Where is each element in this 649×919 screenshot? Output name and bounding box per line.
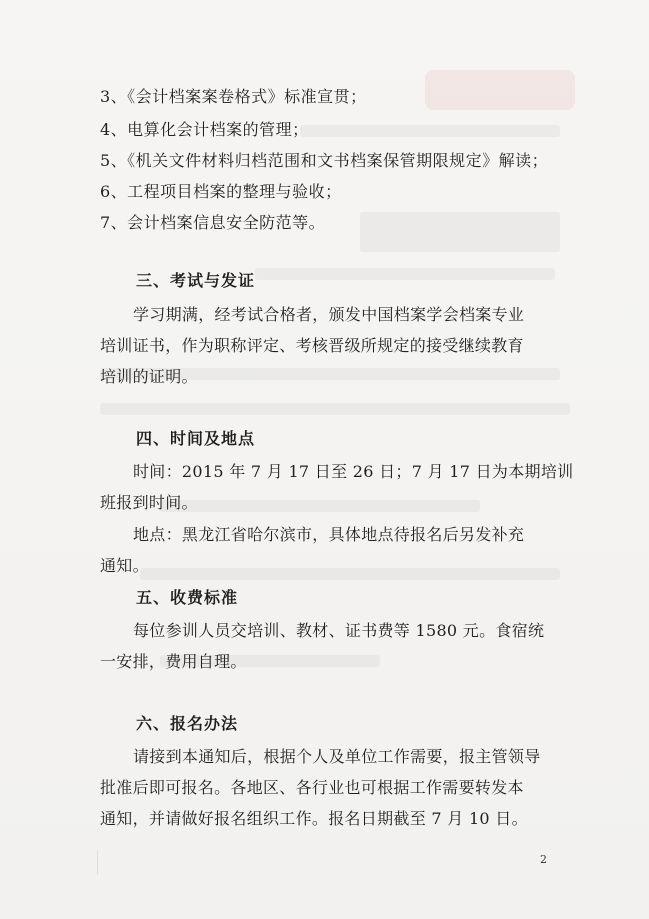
bleed-through-text (140, 568, 560, 580)
bleed-through-text (300, 125, 560, 137)
list-item: 7、会计档案信息安全防范等。 (100, 213, 326, 232)
bleed-through-text (100, 403, 570, 415)
stamp-bleed-through (425, 70, 575, 110)
paragraph-line: 培训的证明。 (100, 367, 198, 386)
page-number: 2 (540, 853, 547, 866)
paragraph-line: 请接到本通知后，根据个人及单位工作需要，报主管领导 (133, 747, 541, 766)
section-heading-fees: 五、收费标准 (136, 588, 239, 607)
paragraph-line: 批准后即可报名。各地区、各行业也可根据工作需要转发本 (100, 778, 524, 797)
paragraph-line: 每位参训人员交培训、教材、证书费等 1580 元。食宿统 (133, 621, 545, 640)
paragraph-line: 地点：黑龙江省哈尔滨市，具体地点待报名后另发补充 (133, 525, 525, 544)
list-item: 3、《会计档案案卷格式》标准宣贯； (100, 87, 367, 106)
list-item: 6、工程项目档案的整理与验收； (100, 182, 342, 201)
list-item: 4、电算化会计档案的管理； (100, 120, 309, 139)
paragraph-line: 通知，并请做好报名组织工作。报名日期截至 7 月 10 日。 (100, 809, 528, 828)
section-heading-time-place: 四、时间及地点 (136, 429, 256, 448)
bleed-through-text (160, 500, 480, 512)
paragraph-line: 通知。 (100, 556, 149, 575)
paragraph-line: 班报到时间。 (100, 493, 198, 512)
bleed-through-text (255, 268, 555, 280)
paragraph-line: 时间：2015 年 7 月 17 日至 26 日；7 月 17 日为本期培训 (133, 462, 574, 481)
list-item: 5、《机关文件材料归档范围和文书档案保管期限规定》解读； (100, 151, 549, 170)
paragraph-line: 一安排，费用自理。 (100, 652, 247, 671)
bleed-through-text (360, 212, 560, 252)
paragraph-line: 培训证书，作为职称评定、考核晋级所规定的接受继续教育 (100, 336, 524, 355)
margin-mark (97, 850, 98, 875)
section-heading-exam: 三、考试与发证 (136, 271, 256, 290)
section-heading-registration: 六、报名办法 (136, 714, 239, 733)
paragraph-line: 学习期满，经考试合格者，颁发中国档案学会档案专业 (133, 305, 525, 324)
